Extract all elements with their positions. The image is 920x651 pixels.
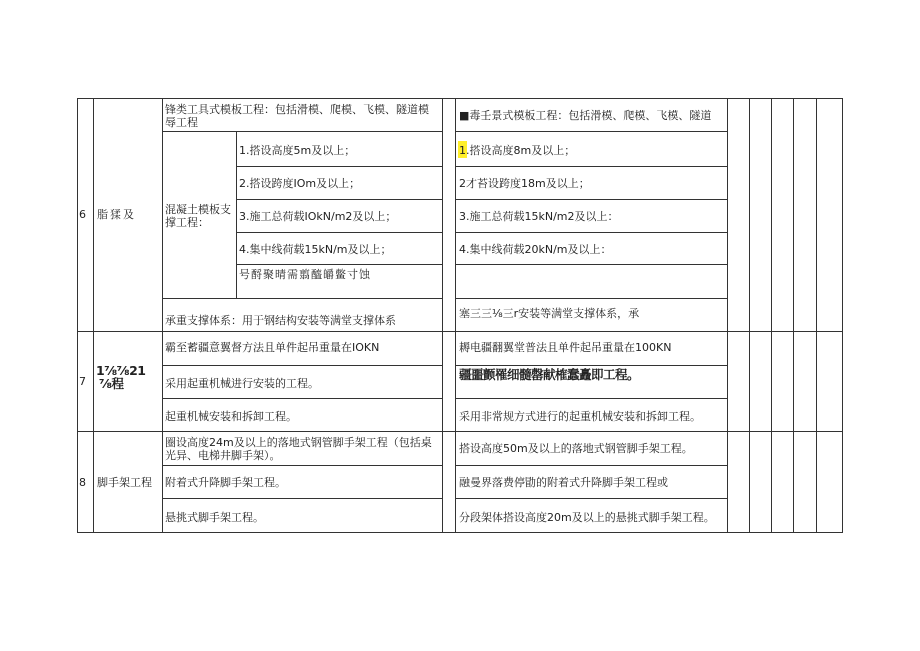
grid-line bbox=[771, 98, 772, 533]
grid-line bbox=[77, 98, 78, 533]
grid-line bbox=[236, 131, 237, 298]
cell-standard-a: 采用起重机械进行安装的工程。 bbox=[165, 377, 319, 390]
grid-line bbox=[455, 98, 456, 533]
grid-line bbox=[236, 199, 442, 200]
cell-standard-b: 1.搭设高度8m及以上； bbox=[459, 144, 576, 157]
grid-line bbox=[93, 98, 94, 533]
row-number: 6 bbox=[79, 208, 86, 221]
grid-line bbox=[77, 98, 843, 99]
grid-line bbox=[455, 498, 727, 499]
cell-standard-a: 悬挑式脚手架工程。 bbox=[165, 511, 264, 524]
grid-line bbox=[727, 98, 728, 533]
grid-line bbox=[162, 131, 442, 132]
grid-line bbox=[162, 98, 163, 533]
cell-standard-b: 搭设高度50m及以上的落地式钢管脚手架工程。 bbox=[459, 442, 693, 455]
row-category: 脚手架工程 bbox=[97, 476, 152, 489]
grid-line bbox=[455, 199, 727, 200]
row-category: 脂猱及 bbox=[97, 208, 136, 221]
grid-line bbox=[162, 298, 442, 299]
cell-standard-a: 锋类工具式模板工程：包括滑模、爬模、飞模、隧道模辱工程 bbox=[165, 103, 429, 129]
grid-line bbox=[455, 465, 727, 466]
grid-line bbox=[162, 498, 442, 499]
row-number: 8 bbox=[79, 476, 86, 489]
row-number: 7 bbox=[79, 375, 86, 388]
cell-standard-a: 1.搭设高度5m及以上； bbox=[239, 144, 356, 157]
cell-standard-a: 起重机械安装和拆卸工程。 bbox=[165, 410, 297, 423]
row-category: 1⅞⅞21 bbox=[96, 363, 146, 378]
cell-standard-b: 融曼界落费停勖的附着式升降脚手架工程或 bbox=[459, 476, 668, 489]
grid-line bbox=[455, 232, 727, 233]
grid-line bbox=[455, 365, 727, 366]
cell-standard-a: 2.搭设跨度IOm及以上； bbox=[239, 177, 361, 190]
grid-line bbox=[455, 298, 727, 299]
grid-line bbox=[793, 98, 794, 533]
cell-standard-b: 3.施工总荷载15kN/m2及以上： bbox=[459, 210, 619, 223]
cell-standard-b: 2才苔设跨度18m及以上； bbox=[459, 177, 590, 190]
sub-category: 混凝土模板支撑工程： bbox=[165, 203, 231, 229]
cell-standard-a: 圈设高度24m及以上的落地式钢管脚手架工程（包括桌光异、电梯井脚手架）。 bbox=[165, 436, 432, 462]
grid-line bbox=[236, 264, 442, 265]
cell-standard-a: 号酹聚晴需翦醯皭鳖寸蚀 bbox=[239, 268, 371, 281]
grid-line bbox=[77, 431, 843, 432]
grid-line bbox=[162, 365, 442, 366]
grid-line bbox=[455, 131, 727, 132]
grid-line bbox=[842, 98, 843, 533]
grid-line bbox=[455, 398, 727, 399]
grid-line bbox=[442, 98, 443, 533]
cell-standard-a: 附着式升降脚手架工程。 bbox=[165, 476, 286, 489]
grid-line bbox=[236, 232, 442, 233]
cell-standard-b: 采用非常规方式进行的起重机械安装和拆卸工程。 bbox=[459, 410, 701, 423]
cell-standard-a: 霸至蓄疆意翼督方法且单件起吊重量在IOKN bbox=[165, 341, 380, 354]
grid-line bbox=[236, 166, 442, 167]
grid-line bbox=[77, 331, 843, 332]
cell-standard-b: 分段架体搭设高度20m及以上的悬挑式脚手架工程。 bbox=[459, 511, 715, 524]
cell-standard-a: 3.施工总荷载IOkN/m2及以上； bbox=[239, 210, 397, 223]
grid-line bbox=[162, 465, 442, 466]
grid-line bbox=[749, 98, 750, 533]
row-category: ⅞程 bbox=[99, 376, 124, 391]
grid-line bbox=[162, 398, 442, 399]
grid-line bbox=[816, 98, 817, 533]
cell-standard-b: 塞三三⅛三r安装等满堂支撑体系，承 bbox=[459, 307, 640, 320]
cell-standard-b: 疆噩颤罹细髓罄献榷蠢矗即工程。 bbox=[459, 367, 640, 382]
grid-line bbox=[77, 532, 843, 533]
cell-standard-a: 承重支撑体系：用于钢结构安装等满堂支撑体系 bbox=[165, 314, 396, 327]
grid-line bbox=[455, 264, 727, 265]
cell-standard-a: 4.集中线荷载15kN/m及以上； bbox=[239, 243, 392, 256]
cell-standard-b: ■毒壬景式模板工程：包括滑模、爬模、飞模、隧道 bbox=[459, 109, 712, 122]
grid-line bbox=[455, 166, 727, 167]
cell-standard-b: 4.集中线荷载20kN/m及以上： bbox=[459, 243, 612, 256]
cell-standard-b: 耨电疆翻翼堂普法且单件起吊重量在100KN bbox=[459, 341, 672, 354]
